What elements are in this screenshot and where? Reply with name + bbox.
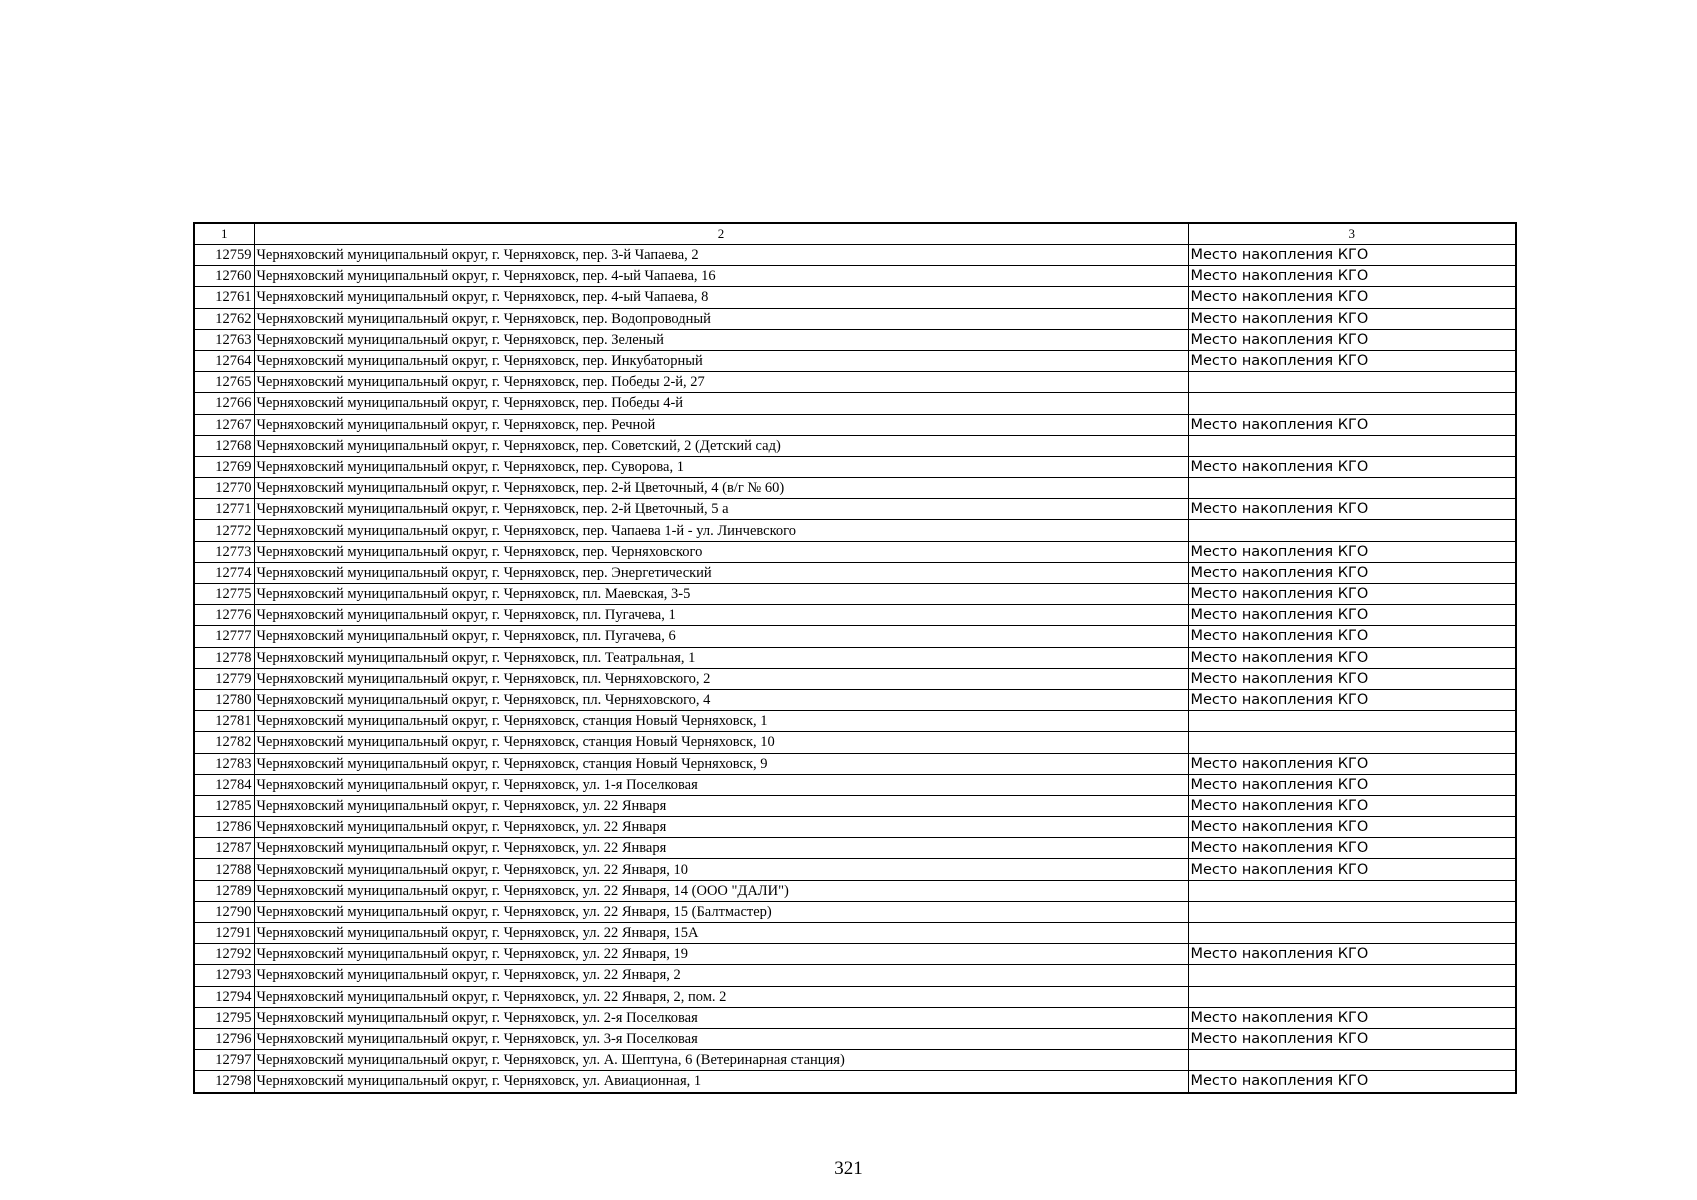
address-cell: Черняховский муниципальный округ, г. Черняховск, ул. 22 Января, 10	[254, 859, 1188, 880]
status-cell: Место накопления КГО	[1188, 541, 1516, 562]
row-number-cell: 12766	[194, 393, 254, 414]
row-number-cell: 12790	[194, 901, 254, 922]
status-cell: Место накопления КГО	[1188, 605, 1516, 626]
address-cell: Черняховский муниципальный округ, г. Черняховск, ул. 22 Января	[254, 817, 1188, 838]
status-cell	[1188, 986, 1516, 1007]
table-row	[194, 414, 1516, 435]
status-cell: Место накопления КГО	[1188, 817, 1516, 838]
table-row	[194, 562, 1516, 583]
address-cell: Черняховский муниципальный округ, г. Черняховск, пер. Суворова, 1	[254, 456, 1188, 477]
row-number-cell: 12798	[194, 1071, 254, 1093]
row-number-cell: 12776	[194, 605, 254, 626]
table-row	[194, 520, 1516, 541]
address-cell: Черняховский муниципальный округ, г. Черняховск, пл. Театральная, 1	[254, 647, 1188, 668]
address-cell: Черняховский муниципальный округ, г. Черняховск, ул. 22 Января	[254, 838, 1188, 859]
row-number-cell: 12773	[194, 541, 254, 562]
address-cell: Черняховский муниципальный округ, г. Черняховск, пер. Черняховского	[254, 541, 1188, 562]
row-number-cell: 12764	[194, 350, 254, 371]
address-cell: Черняховский муниципальный округ, г. Черняховск, пер. 4-ый Чапаева, 16	[254, 266, 1188, 287]
row-number-cell: 12782	[194, 732, 254, 753]
address-cell: Черняховский муниципальный округ, г. Черняховск, пер. 2-й Цветочный, 4 (в/г № 60)	[254, 478, 1188, 499]
address-cell: Черняховский муниципальный округ, г. Черняховск, ул. Авиационная, 1	[254, 1071, 1188, 1093]
table-row	[194, 1028, 1516, 1049]
row-number-cell: 12794	[194, 986, 254, 1007]
table-row	[194, 584, 1516, 605]
row-number-cell: 12761	[194, 287, 254, 308]
row-number-cell: 12772	[194, 520, 254, 541]
table-row	[194, 456, 1516, 477]
table-row	[194, 732, 1516, 753]
status-cell: Место накопления КГО	[1188, 647, 1516, 668]
address-cell: Черняховский муниципальный округ, г. Черняховск, ул. 22 Января	[254, 795, 1188, 816]
table-row	[194, 435, 1516, 456]
status-cell	[1188, 880, 1516, 901]
row-number-cell: 12784	[194, 774, 254, 795]
address-cell: Черняховский муниципальный округ, г. Черняховск, ул. 2-я Поселковая	[254, 1007, 1188, 1028]
status-cell	[1188, 478, 1516, 499]
status-cell: Место накопления КГО	[1188, 499, 1516, 520]
status-cell: Место накопления КГО	[1188, 838, 1516, 859]
address-cell: Черняховский муниципальный округ, г. Черняховск, пер. Водопроводный	[254, 308, 1188, 329]
status-cell	[1188, 393, 1516, 414]
address-cell: Черняховский муниципальный округ, г. Черняховск, пл. Пугачева, 6	[254, 626, 1188, 647]
status-cell	[1188, 435, 1516, 456]
status-cell: Место накопления КГО	[1188, 245, 1516, 266]
status-cell: Место накопления КГО	[1188, 689, 1516, 710]
status-cell: Место накопления КГО	[1188, 859, 1516, 880]
status-cell: Место накопления КГО	[1188, 266, 1516, 287]
table-row	[194, 541, 1516, 562]
table-row	[194, 287, 1516, 308]
table-row	[194, 944, 1516, 965]
table-row	[194, 372, 1516, 393]
table-row	[194, 838, 1516, 859]
status-cell	[1188, 711, 1516, 732]
status-cell	[1188, 923, 1516, 944]
address-cell: Черняховский муниципальный округ, г. Черняховск, пер. Чапаева 1-й - ул. Линчевского	[254, 520, 1188, 541]
address-cell: Черняховский муниципальный округ, г. Черняховск, пер. Зеленый	[254, 329, 1188, 350]
status-cell: Место накопления КГО	[1188, 1028, 1516, 1049]
table-row	[194, 880, 1516, 901]
status-cell: Место накопления КГО	[1188, 944, 1516, 965]
table-row	[194, 1071, 1516, 1093]
table-row	[194, 1050, 1516, 1071]
row-number-cell: 12792	[194, 944, 254, 965]
table-row	[194, 393, 1516, 414]
table-row	[194, 859, 1516, 880]
table-row	[194, 499, 1516, 520]
row-number-cell: 12796	[194, 1028, 254, 1049]
page-number: 321	[834, 1158, 863, 1179]
table-header-row	[194, 223, 1516, 245]
row-number-cell: 12785	[194, 795, 254, 816]
status-cell: Место накопления КГО	[1188, 1007, 1516, 1028]
table-row	[194, 753, 1516, 774]
status-cell: Место накопления КГО	[1188, 287, 1516, 308]
table-row	[194, 308, 1516, 329]
row-number-cell: 12781	[194, 711, 254, 732]
table-row	[194, 329, 1516, 350]
table-row	[194, 478, 1516, 499]
status-cell: Место накопления КГО	[1188, 774, 1516, 795]
header-col-1: 1	[194, 223, 254, 245]
status-cell: Место накопления КГО	[1188, 1071, 1516, 1093]
address-cell: Черняховский муниципальный округ, г. Черняховск, пер. 3-й Чапаева, 2	[254, 245, 1188, 266]
status-cell: Место накопления КГО	[1188, 753, 1516, 774]
row-number-cell: 12795	[194, 1007, 254, 1028]
row-number-cell: 12768	[194, 435, 254, 456]
status-cell: Место накопления КГО	[1188, 414, 1516, 435]
table-row	[194, 1007, 1516, 1028]
table-row	[194, 986, 1516, 1007]
address-cell: Черняховский муниципальный округ, г. Черняховск, пер. Победы 2-й, 27	[254, 372, 1188, 393]
row-number-cell: 12767	[194, 414, 254, 435]
address-cell: Черняховский муниципальный округ, г. Черняховск, пл. Пугачева, 1	[254, 605, 1188, 626]
row-number-cell: 12793	[194, 965, 254, 986]
row-number-cell: 12775	[194, 584, 254, 605]
table-row	[194, 795, 1516, 816]
status-cell: Место накопления КГО	[1188, 626, 1516, 647]
status-cell	[1188, 732, 1516, 753]
row-number-cell: 12797	[194, 1050, 254, 1071]
header-col-3: 3	[1188, 223, 1516, 245]
address-cell: Черняховский муниципальный округ, г. Черняховск, пер. Речной	[254, 414, 1188, 435]
row-number-cell: 12777	[194, 626, 254, 647]
address-cell: Черняховский муниципальный округ, г. Черняховск, станция Новый Черняховск, 10	[254, 732, 1188, 753]
address-cell: Черняховский муниципальный округ, г. Черняховск, ул. 3-я Поселковая	[254, 1028, 1188, 1049]
address-cell: Черняховский муниципальный округ, г. Черняховск, ул. 22 Января, 19	[254, 944, 1188, 965]
row-number-cell: 12769	[194, 456, 254, 477]
row-number-cell: 12789	[194, 880, 254, 901]
table-row	[194, 901, 1516, 922]
address-cell: Черняховский муниципальный округ, г. Черняховск, ул. 22 Января, 2	[254, 965, 1188, 986]
address-cell: Черняховский муниципальный округ, г. Черняховск, ул. 1-я Поселковая	[254, 774, 1188, 795]
row-number-cell: 12778	[194, 647, 254, 668]
status-cell	[1188, 965, 1516, 986]
row-number-cell: 12780	[194, 689, 254, 710]
row-number-cell: 12774	[194, 562, 254, 583]
status-cell: Место накопления КГО	[1188, 668, 1516, 689]
status-cell: Место накопления КГО	[1188, 795, 1516, 816]
row-number-cell: 12786	[194, 817, 254, 838]
status-cell	[1188, 901, 1516, 922]
table-row	[194, 689, 1516, 710]
status-cell: Место накопления КГО	[1188, 308, 1516, 329]
address-cell: Черняховский муниципальный округ, г. Черняховск, станция Новый Черняховск, 1	[254, 711, 1188, 732]
row-number-cell: 12788	[194, 859, 254, 880]
address-cell: Черняховский муниципальный округ, г. Черняховск, пер. Инкубаторный	[254, 350, 1188, 371]
address-cell: Черняховский муниципальный округ, г. Черняховск, ул. 22 Января, 14 (ООО "ДАЛИ")	[254, 880, 1188, 901]
address-cell: Черняховский муниципальный округ, г. Черняховск, ул. 22 Января, 2, пом. 2	[254, 986, 1188, 1007]
status-cell: Место накопления КГО	[1188, 329, 1516, 350]
address-cell: Черняховский муниципальный округ, г. Черняховск, ул. А. Шептуна, 6 (Ветеринарная станция)	[254, 1050, 1188, 1071]
status-cell	[1188, 372, 1516, 393]
row-number-cell: 12771	[194, 499, 254, 520]
table-row	[194, 965, 1516, 986]
address-cell: Черняховский муниципальный округ, г. Черняховск, пл. Черняховского, 4	[254, 689, 1188, 710]
header-col-2: 2	[254, 223, 1188, 245]
table-row	[194, 817, 1516, 838]
status-cell: Место накопления КГО	[1188, 456, 1516, 477]
row-number-cell: 12759	[194, 245, 254, 266]
address-cell: Черняховский муниципальный округ, г. Черняховск, пер. 2-й Цветочный, 5 а	[254, 499, 1188, 520]
table-row	[194, 711, 1516, 732]
status-cell: Место накопления КГО	[1188, 584, 1516, 605]
table-row	[194, 626, 1516, 647]
status-cell: Место накопления КГО	[1188, 562, 1516, 583]
row-number-cell: 12765	[194, 372, 254, 393]
table-row	[194, 605, 1516, 626]
address-cell: Черняховский муниципальный округ, г. Черняховск, пер. Советский, 2 (Детский сад)	[254, 435, 1188, 456]
row-number-cell: 12763	[194, 329, 254, 350]
status-cell: Место накопления КГО	[1188, 350, 1516, 371]
table-row	[194, 266, 1516, 287]
address-cell: Черняховский муниципальный округ, г. Черняховск, пер. 4-ый Чапаева, 8	[254, 287, 1188, 308]
row-number-cell: 12770	[194, 478, 254, 499]
table-row	[194, 923, 1516, 944]
address-cell: Черняховский муниципальный округ, г. Черняховск, пер. Победы 4-й	[254, 393, 1188, 414]
table-row	[194, 774, 1516, 795]
address-cell: Черняховский муниципальный округ, г. Черняховск, ул. 22 Января, 15 (Балтмастер)	[254, 901, 1188, 922]
registry-table	[193, 222, 1517, 1094]
row-number-cell: 12787	[194, 838, 254, 859]
row-number-cell: 12762	[194, 308, 254, 329]
address-cell: Черняховский муниципальный округ, г. Черняховск, пл. Маевская, 3-5	[254, 584, 1188, 605]
row-number-cell: 12791	[194, 923, 254, 944]
table-row	[194, 245, 1516, 266]
address-cell: Черняховский муниципальный округ, г. Черняховск, станция Новый Черняховск, 9	[254, 753, 1188, 774]
address-cell: Черняховский муниципальный округ, г. Черняховск, ул. 22 Января, 15А	[254, 923, 1188, 944]
address-cell: Черняховский муниципальный округ, г. Черняховск, пл. Черняховского, 2	[254, 668, 1188, 689]
row-number-cell: 12779	[194, 668, 254, 689]
table-row	[194, 350, 1516, 371]
status-cell	[1188, 520, 1516, 541]
address-cell: Черняховский муниципальный округ, г. Черняховск, пер. Энергетический	[254, 562, 1188, 583]
table-row	[194, 647, 1516, 668]
table-row	[194, 668, 1516, 689]
row-number-cell: 12783	[194, 753, 254, 774]
registry-table-body	[194, 223, 1516, 1093]
status-cell	[1188, 1050, 1516, 1071]
row-number-cell: 12760	[194, 266, 254, 287]
